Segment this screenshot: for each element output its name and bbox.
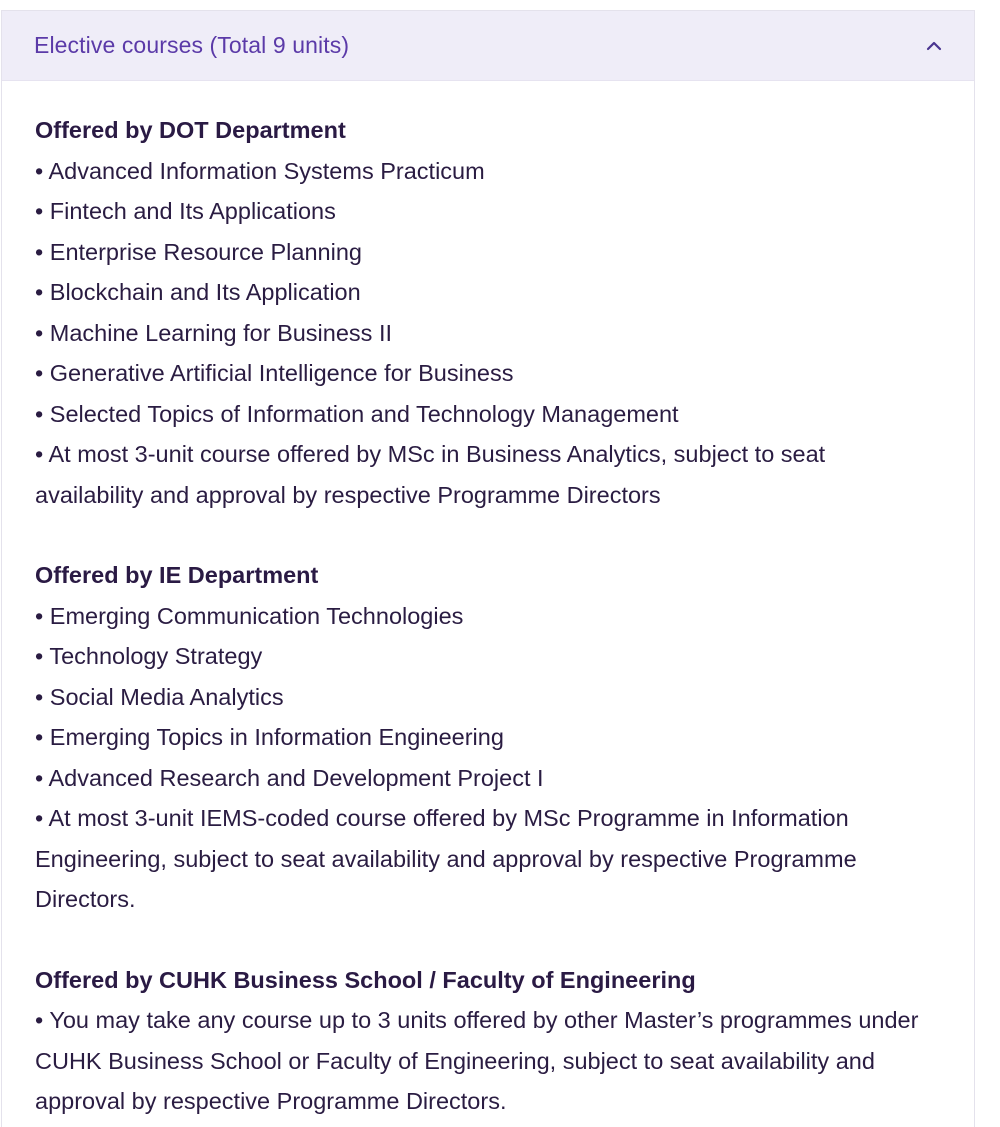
course-item — [35, 232, 934, 273]
section-heading: Offered by CUHK Business School / Faculty of Engineering — [35, 966, 696, 993]
bullet-icon: • — [35, 400, 44, 427]
course-item-label: Selected Topics of Information and Technology Management — [49, 400, 679, 427]
accordion-header[interactable] — [2, 11, 974, 81]
course-item-label: Emerging Topics in Information Engineering — [49, 724, 504, 750]
course-item-label: Fintech and Its Applications — [49, 198, 336, 224]
bullet-icon: • — [35, 319, 44, 346]
course-item-label: At most 3-unit IEMS-coded course offered by MSc Programme in Information Engineering, subject to seat availability and approval by respective Programme Directors. — [35, 805, 857, 912]
bullet-icon: • — [35, 724, 44, 750]
elective-courses-accordion — [1, 10, 975, 1127]
course-item — [35, 394, 934, 435]
course-item-label: At most 3-unit course offered by MSc in Business Analytics, subject to seat availability and approval by respective Programme Directors — [35, 441, 826, 508]
course-item-label: Emerging Communication Technologies — [49, 602, 464, 629]
course-section — [35, 960, 934, 1122]
chevron-up-icon[interactable] — [924, 36, 944, 56]
course-item — [35, 313, 934, 354]
bullet-icon: • — [35, 643, 44, 669]
course-item-label: Advanced Research and Development Project I — [48, 764, 544, 791]
accordion-title: Elective courses (Total 9 units) — [34, 32, 350, 58]
course-item — [35, 434, 934, 515]
course-item — [35, 798, 934, 920]
course-item-label: Machine Learning for Business II — [49, 319, 393, 346]
course-item — [35, 636, 934, 677]
bullet-icon: • — [35, 764, 44, 791]
accordion-content — [2, 81, 974, 1122]
course-item — [35, 677, 934, 718]
course-item-label: You may take any course up to 3 units offered by other Master’s programmes under CUHK Business School or Faculty of Engineering, subject to seat availability and approval by respective Programme Directors. — [35, 1007, 919, 1114]
course-item — [35, 717, 934, 758]
course-item-label: Generative Artificial Intelligence for Business — [49, 360, 514, 386]
course-item-label: Social Media Analytics — [49, 683, 284, 710]
bullet-icon: • — [35, 805, 44, 831]
section-heading: Offered by DOT Department — [35, 117, 346, 143]
course-item-label: Technology Strategy — [49, 643, 263, 669]
course-item — [35, 596, 934, 637]
course-item — [35, 272, 934, 313]
course-section — [35, 555, 934, 920]
bullet-icon: • — [35, 441, 44, 467]
section-heading: Offered by IE Department — [35, 562, 319, 588]
bullet-icon: • — [35, 238, 44, 265]
bullet-icon: • — [35, 157, 44, 184]
course-item — [35, 151, 934, 192]
course-item-label: Enterprise Resource Planning — [49, 238, 362, 265]
bullet-icon: • — [35, 683, 44, 710]
course-item-label: Blockchain and Its Application — [49, 279, 361, 305]
course-section — [35, 110, 934, 515]
bullet-icon: • — [35, 602, 44, 629]
bullet-icon: • — [35, 360, 44, 386]
course-item — [35, 191, 934, 232]
bullet-icon: • — [35, 279, 44, 305]
course-item-label: Advanced Information Systems Practicum — [48, 157, 485, 184]
course-item — [35, 758, 934, 799]
bullet-icon: • — [35, 198, 44, 224]
course-item — [35, 1000, 934, 1122]
bullet-icon: • — [35, 1007, 44, 1033]
course-item — [35, 353, 934, 394]
